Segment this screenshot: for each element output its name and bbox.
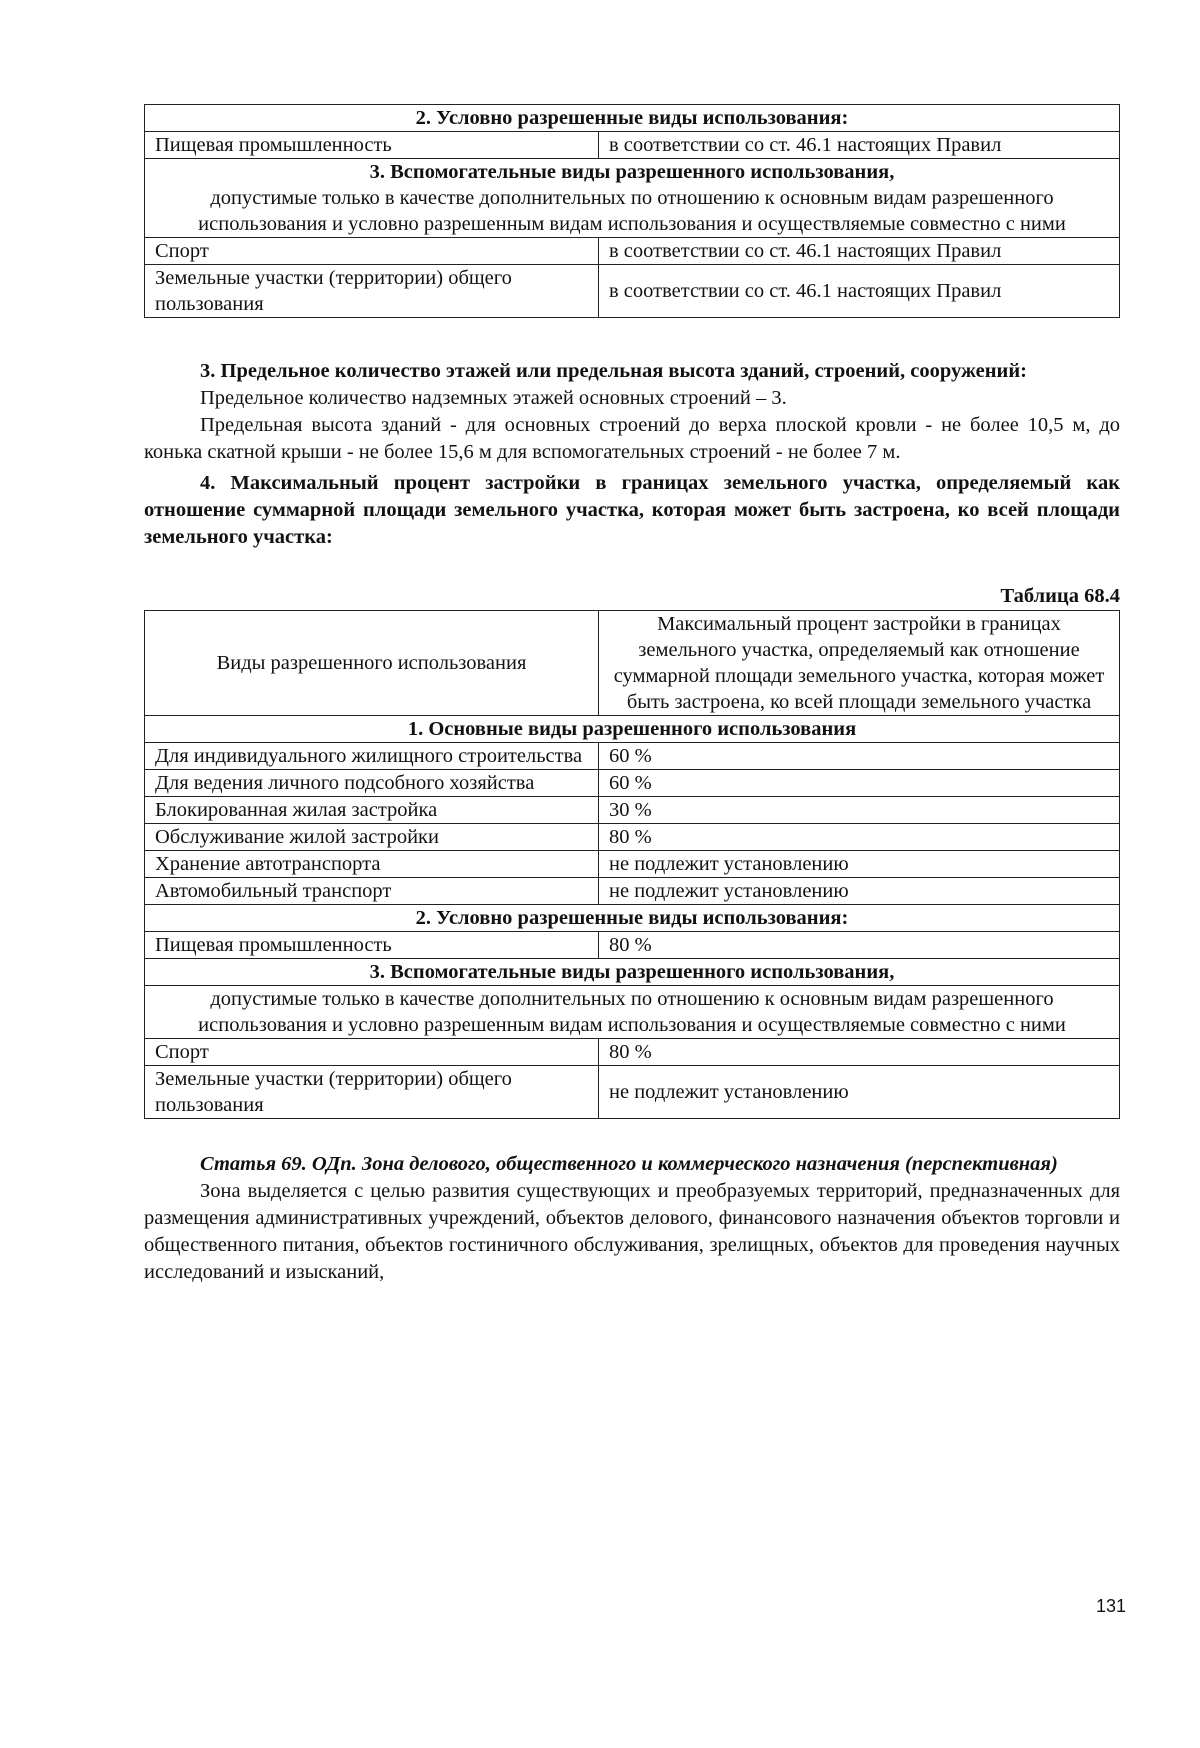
parameter-cell: в соответствии со ст. 46.1 настоящих Правил <box>599 265 1120 318</box>
use-type-cell: Земельные участки (территории) общего пользования <box>145 265 599 318</box>
table-row <box>145 932 1120 959</box>
use-type-cell: Земельные участки (территории) общего пользования <box>145 1066 599 1119</box>
section-note: допустимые только в качестве дополнительных по отношению к основным видам разрешенного использования и условно разрешенным видам использования и осуществляемые совместно с ними <box>145 986 1120 1039</box>
permitted-use-table-continued <box>144 104 1120 318</box>
use-type-cell: Хранение автотранспорта <box>145 851 599 878</box>
use-type-cell: Блокированная жилая застройка <box>145 797 599 824</box>
percent-cell: не подлежит установлению <box>599 1066 1120 1119</box>
use-type-cell: Пищевая промышленность <box>145 932 599 959</box>
table-row <box>145 824 1120 851</box>
section-header <box>145 159 1120 238</box>
percent-cell: 80 % <box>599 824 1120 851</box>
parameter-cell: в соответствии со ст. 46.1 настоящих Правил <box>599 132 1120 159</box>
header-left: Виды разрешенного использования <box>145 611 599 716</box>
table-row <box>145 770 1120 797</box>
page-number: 131 <box>1096 1596 1127 1616</box>
table-row <box>145 265 1120 318</box>
use-type-cell: Для ведения личного подсобного хозяйства <box>145 770 599 797</box>
use-type-cell: Автомобильный транспорт <box>145 878 599 905</box>
percent-cell: 80 % <box>599 1039 1120 1066</box>
section-note: допустимые только в качестве дополнительных по отношению к основным видам разрешенного использования и условно разрешенным видам использования и осуществляемые совместно с ними <box>198 187 1066 235</box>
table-row <box>145 238 1120 265</box>
table-row <box>145 1039 1120 1066</box>
section-title: 3. Вспомогательные виды разрешенного использования, <box>369 161 895 183</box>
table-row <box>145 797 1120 824</box>
document-page <box>144 104 1120 1286</box>
table-row <box>145 132 1120 159</box>
table-caption: Таблица 68.4 <box>1000 585 1120 607</box>
percent-cell: не подлежит установлению <box>599 851 1120 878</box>
percent-cell: 30 % <box>599 797 1120 824</box>
table-row <box>145 1066 1120 1119</box>
table-header-row <box>145 611 1120 716</box>
use-type-cell: Обслуживание жилой застройки <box>145 824 599 851</box>
percent-cell: 80 % <box>599 932 1120 959</box>
parameter-cell: в соответствии со ст. 46.1 настоящих Правил <box>599 238 1120 265</box>
section-3-paragraph-1: Предельное количество надземных этажей основных строений – 3. <box>200 387 787 409</box>
table-68-4 <box>144 610 1120 1119</box>
section-header: 3. Вспомогательные виды разрешенного использования, <box>145 959 1120 986</box>
section-4-heading: 4. Максимальный процент застройки в границах земельного участка, определяемый как отношение суммарной площади земельного участка, которая может быть застроена, ко всей площади земельного участка: <box>144 472 1120 548</box>
section-3-heading: 3. Предельное количество этажей или предельная высота зданий, строений, сооружений: <box>200 360 1027 382</box>
use-type-cell: Спорт <box>145 238 599 265</box>
article-69-text: Зона выделяется с целью развития существующих и преобразуемых территорий, предназначенных для размещения административных учреждений, объектов делового, финансового назначения объектов торговли и общественного питания, объектов гостиничного обслуживания, зрелищных, объектов для проведения научных исследований и изысканий, <box>144 1180 1120 1283</box>
use-type-cell: Пищевая промышленность <box>145 132 599 159</box>
section-3-paragraph-2: Предельная высота зданий - для основных строений до верха плоской кровли - не более 10,5 м, до конька скатной крыши - не более 15,6 м для вспомогательных строений - не более 7 м. <box>144 414 1120 463</box>
table-row <box>145 743 1120 770</box>
section-header: 2. Условно разрешенные виды использования: <box>145 105 1120 132</box>
percent-cell: 60 % <box>599 743 1120 770</box>
use-type-cell: Для индивидуального жилищного строительства <box>145 743 599 770</box>
header-right: Максимальный процент застройки в границах земельного участка, определяемый как отношение суммарной площади земельного участка, которая может быть застроена, ко всей площади земельного участка <box>599 611 1120 716</box>
percent-cell: не подлежит установлению <box>599 878 1120 905</box>
article-69-title: Статья 69. ОДп. Зона делового, общественного и коммерческого назначения (перспективная) <box>200 1153 1058 1175</box>
section-header: 1. Основные виды разрешенного использования <box>145 716 1120 743</box>
table-row <box>145 878 1120 905</box>
section-header: 2. Условно разрешенные виды использования: <box>145 905 1120 932</box>
use-type-cell: Спорт <box>145 1039 599 1066</box>
percent-cell: 60 % <box>599 770 1120 797</box>
table-row <box>145 851 1120 878</box>
